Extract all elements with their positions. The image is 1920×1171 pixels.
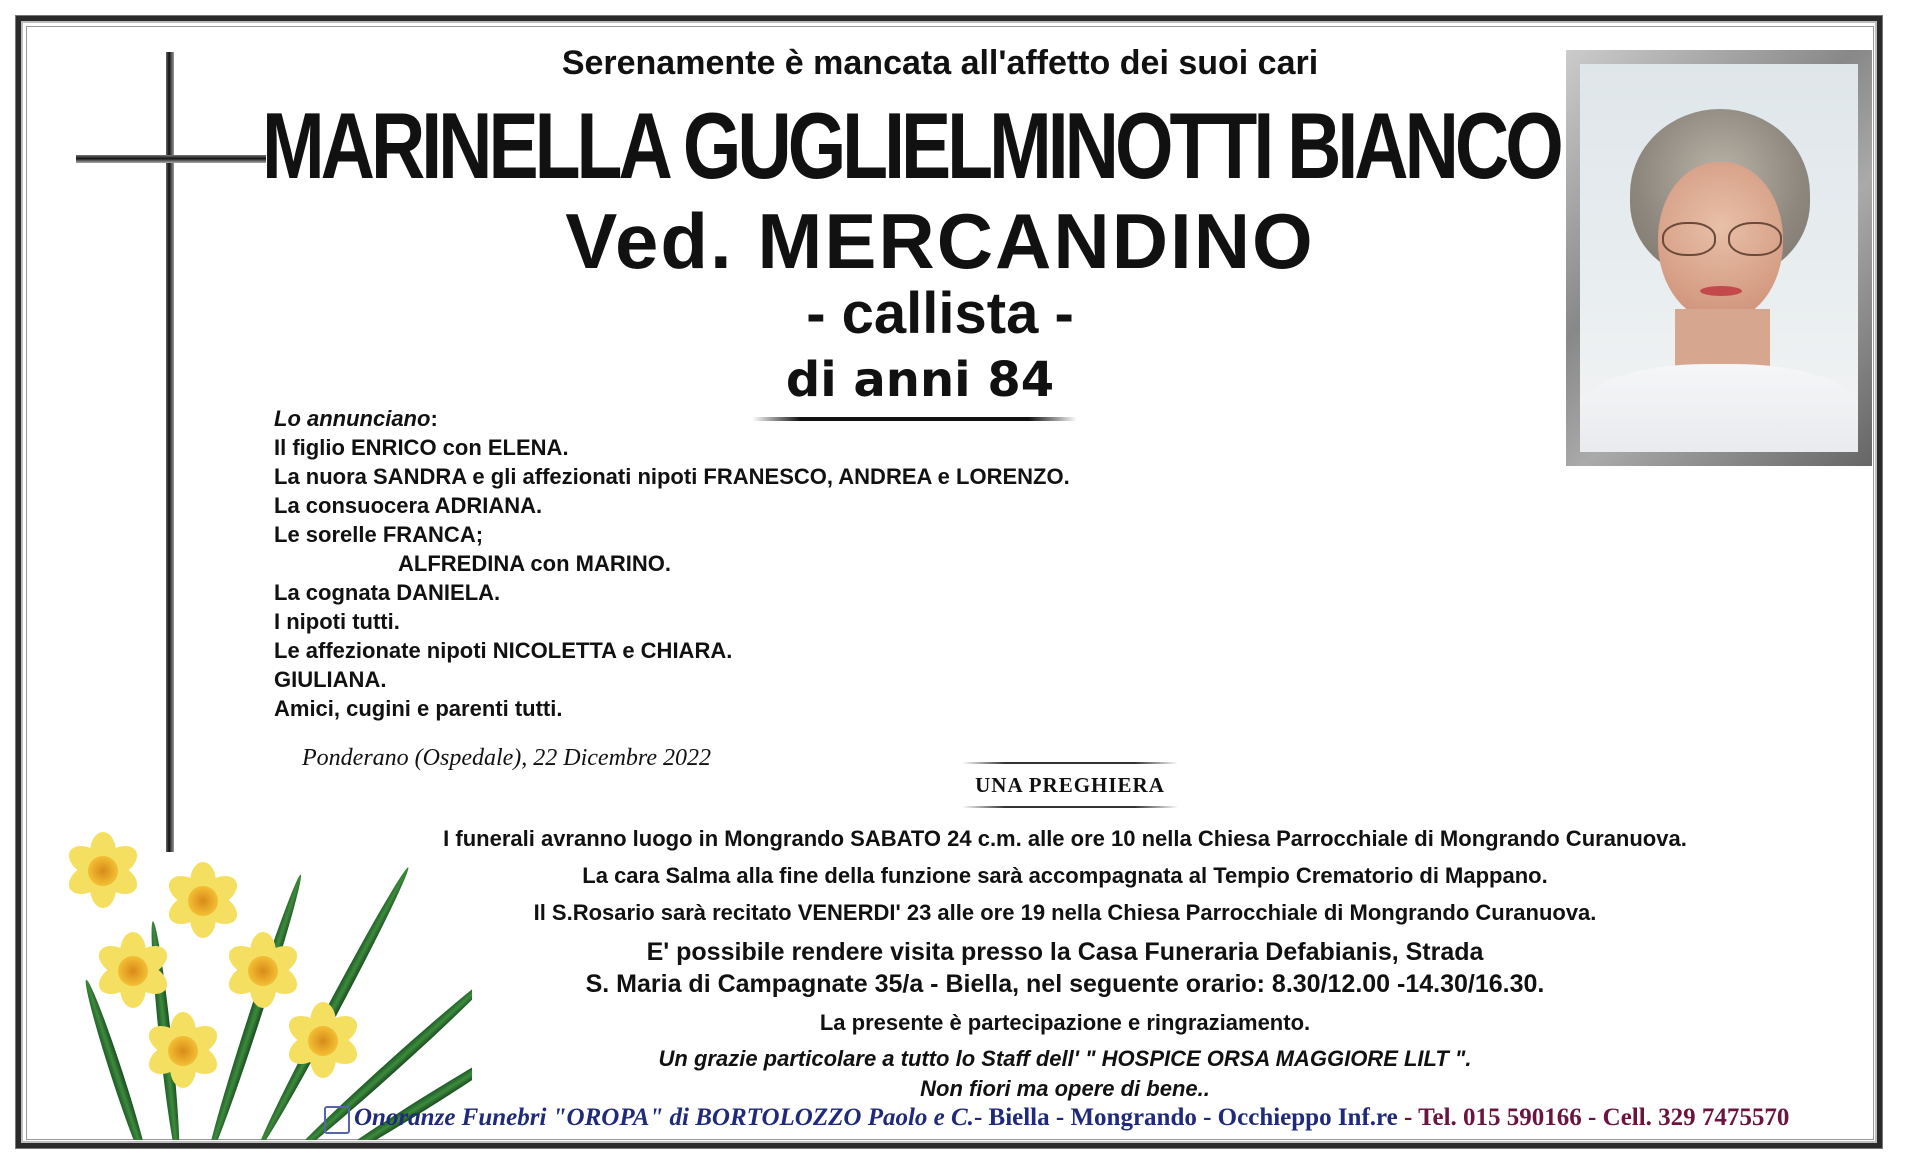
deceased-name: MARINELLA GUGLIELMINOTTI BIANCO xyxy=(262,93,1560,198)
prayer-label: UNA PREGHIERA xyxy=(975,773,1165,797)
list-item: La consuocera ADRIANA. xyxy=(274,493,543,518)
footer-agency xyxy=(354,1104,1789,1132)
prayer-box xyxy=(962,760,1178,810)
agency-phones: - Tel. 015 590166 - Cell. 329 7475570 xyxy=(1397,1104,1790,1131)
profession-line: - callista - xyxy=(806,281,1074,346)
cremation-info: La cara Salma alla fine della funzione sarà accompagnata al Tempio Crematorio di Mappano. xyxy=(582,863,1548,888)
list-item: La nuora SANDRA e gli affezionati nipoti FRANESCO, ANDREA e LORENZO. xyxy=(274,464,1070,489)
list-item: GIULIANA. xyxy=(274,667,387,692)
agency-towns: - Biella - Mongrando - Occhieppo Inf.re xyxy=(973,1104,1398,1131)
daffodils-image xyxy=(52,800,472,1140)
widow-of-line: Ved. MERCANDINO xyxy=(565,197,1315,285)
intro-line: Serenamente è mancata all'affetto dei suoi cari xyxy=(561,44,1319,82)
place-date: Ponderano (Ospedale), 22 Dicembre 2022 xyxy=(302,745,712,771)
visit-info-2: S. Maria di Campagnate 35/a - Biella, nel seguente orario: 8.30/12.00 -14.30/16.30. xyxy=(585,970,1545,998)
thanks-line: La presente è partecipazione e ringraziamento. xyxy=(819,1010,1311,1035)
list-item: La cognata DANIELA. xyxy=(274,580,501,605)
list-item: ALFREDINA con MARINO. xyxy=(398,551,671,576)
list-item: Il figlio ENRICO con ELENA. xyxy=(274,435,569,460)
list-item: Le affezionate nipoti NICOLETTA e CHIARA. xyxy=(274,638,733,663)
list-item: Amici, cugini e parenti tutti. xyxy=(274,696,563,721)
rosary-info: Il S.Rosario sarà recitato VENERDI' 23 alle ore 19 nella Chiesa Parrocchiale di Mongrando Curanuova. xyxy=(533,900,1597,925)
visit-info-1: E' possibile rendere visita presso la Casa Funeraria Defabianis, Strada xyxy=(646,938,1484,966)
announcers-list xyxy=(274,404,1070,723)
portrait-photo xyxy=(1566,50,1872,466)
agency-logo-icon xyxy=(324,1106,350,1134)
staff-thanks: Un grazie particolare a tutto lo Staff dell' " HOSPICE ORSA MAGGIORE LILT ". xyxy=(658,1046,1472,1071)
agency-name: Onoranze Funebri "OROPA" di BORTOLOZZO Paolo e C. xyxy=(354,1104,974,1131)
age-line: di anni 84 xyxy=(785,352,1055,408)
announcers-lead: Lo annunciano xyxy=(274,406,431,431)
announcers-lead-colon: : xyxy=(430,406,438,431)
list-item: Le sorelle FRANCA; xyxy=(274,522,484,547)
funeral-info: I funerali avranno luogo in Mongrando SABATO 24 c.m. alle ore 10 nella Chiesa Parrocchiale di Mongrando Curanuova. xyxy=(443,826,1687,851)
list-item: I nipoti tutti. xyxy=(274,609,400,634)
no-flowers-line: Non fiori ma opere di bene.. xyxy=(920,1076,1210,1101)
